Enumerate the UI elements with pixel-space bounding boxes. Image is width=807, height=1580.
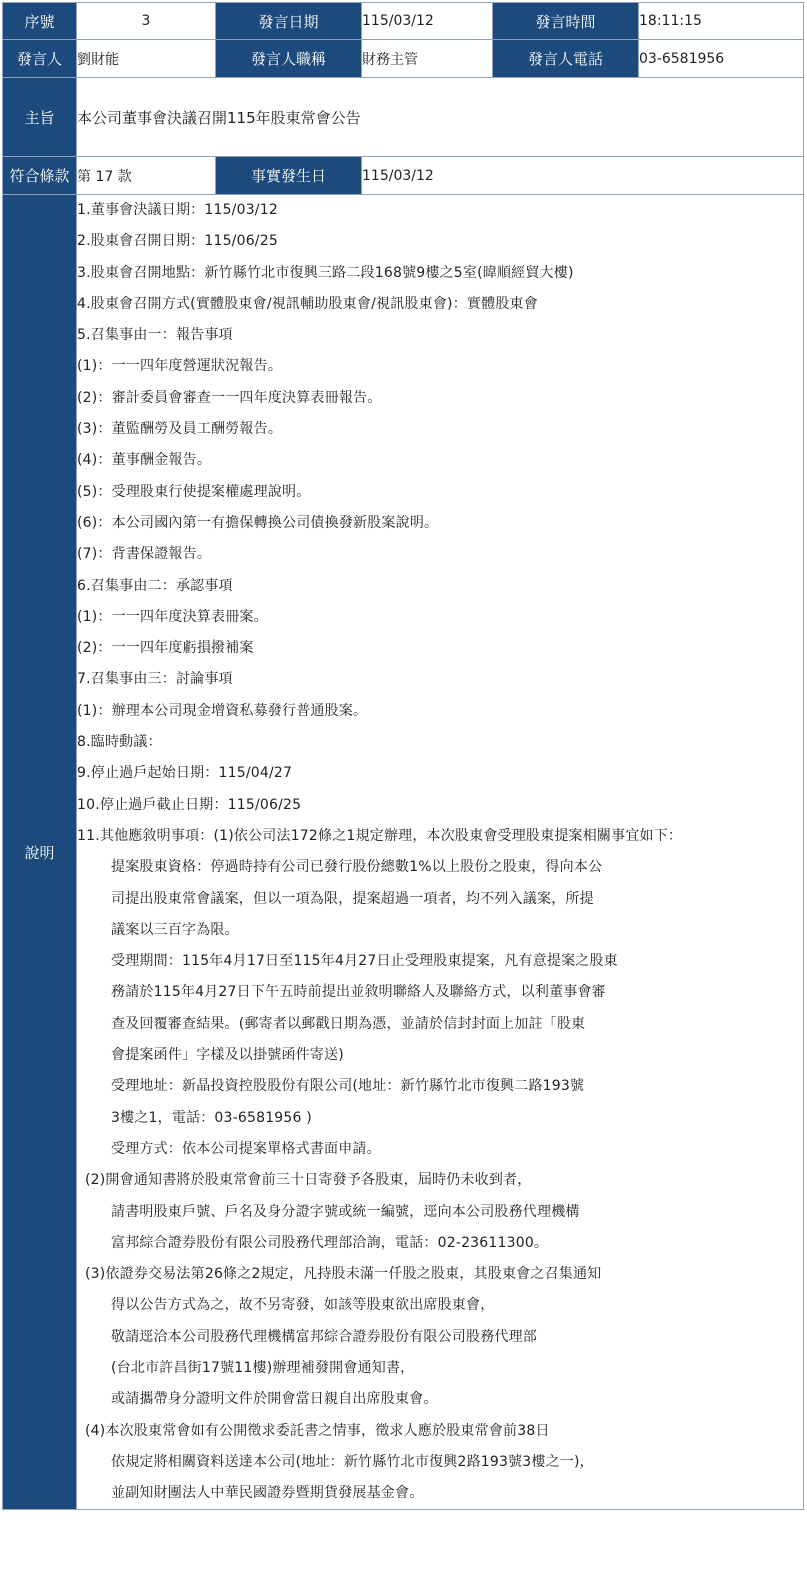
- description-line: (4)本次股東常會如有公開徵求委託書之情事，徵求人應於股東常會前38日: [85, 1422, 550, 1439]
- description-line: (3)：董監酬勞及員工酬勞報告。: [77, 421, 283, 438]
- description-line: 務請於115年4月27日下午五時前提出並敘明聯絡人及聯絡方式，以利董事會審: [111, 984, 606, 1001]
- description-line: 10.停止過戶截止日期：115/06/25: [77, 796, 302, 813]
- description-line: 請書明股東戶號、戶名及身分證字號或統一編號，逕向本公司股務代理機構: [111, 1203, 580, 1220]
- row-clause-event: [3, 157, 804, 195]
- description-line: 提案股東資格：停過時持有公司已發行股份總數1%以上股份之股東，得向本公: [111, 859, 603, 876]
- description-line: (7)：背書保證報告。: [77, 546, 212, 563]
- speaker-title-value: 財務主管: [362, 40, 493, 78]
- description-line: 2.股東會召開日期：115/06/25: [77, 233, 278, 250]
- description-line: 11.其他應敘明事項：(1)依公司法172條之1規定辦理，本次股東會受理股東提案相關事宜如下：: [77, 827, 683, 844]
- time-value: 18:11:15: [639, 3, 804, 40]
- description-line: 7.召集事由三：討論事項: [77, 671, 233, 688]
- description-line: (3)依證券交易法第26條之2規定，凡持股未滿一仟股之股東，其股東會之召集通知: [85, 1266, 602, 1283]
- row-speaker: [3, 40, 804, 78]
- description-line: (2)：一一四年度虧損撥補案: [77, 640, 254, 657]
- speaker-title-label: 發言人職稱: [216, 40, 362, 78]
- event-date-label: 事實發生日: [216, 157, 362, 195]
- description-line: 會提案函件」字樣及以掛號函件寄送): [111, 1047, 344, 1064]
- row-subject: [3, 78, 804, 157]
- date-value: 115/03/12: [362, 3, 493, 40]
- description-line: 或請攜帶身分證明文件於開會當日親自出席股東會。: [111, 1391, 438, 1408]
- speaker-label: 發言人: [3, 40, 77, 78]
- seq-label: 序號: [3, 3, 77, 40]
- clause-value: 第 17 款: [77, 157, 216, 195]
- time-label: 發言時間: [493, 3, 639, 40]
- date-label: 發言日期: [216, 3, 362, 40]
- description-line: 並副知財團法人中華民國證券暨期貨發展基金會。: [111, 1485, 424, 1502]
- announcement-table: [2, 2, 804, 1510]
- event-date-value: 115/03/12: [362, 157, 804, 195]
- description-line: (6)：本公司國內第一有擔保轉換公司債換發新股案說明。: [77, 514, 439, 531]
- description-line: 9.停止過戶起始日期：115/04/27: [77, 765, 293, 782]
- description-line: 受理方式：依本公司提案單格式書面申請。: [111, 1140, 381, 1157]
- description-body: [77, 195, 804, 1510]
- row-seq-date-time: [3, 3, 804, 40]
- description-line: 6.召集事由二：承認事項: [77, 577, 233, 594]
- description-lines: [77, 195, 803, 1509]
- description-line: (1)：辦理本公司現金增資私募發行普通股案。: [77, 702, 368, 719]
- description-line: (4)：董事酬金報告。: [77, 452, 212, 469]
- description-line: 查及回覆審查結果。(郵寄者以郵戳日期為憑，並請於信封封面上加註「股東: [111, 1015, 586, 1032]
- description-line: 8.臨時動議：: [77, 734, 162, 751]
- speaker-phone-label: 發言人電話: [493, 40, 639, 78]
- description-line: 依規定將相關資料送達本公司(地址：新竹縣竹北市復興2路193號3樓之一)，: [111, 1453, 594, 1470]
- seq-value: 3: [77, 3, 216, 40]
- description-line: 受理地址：新晶投資控股股份有限公司(地址：新竹縣竹北市復興二路193號: [111, 1078, 585, 1095]
- clause-label: 符合條款: [3, 157, 77, 195]
- description-line: (1)：一一四年度營運狀況報告。: [77, 358, 283, 375]
- description-line: 4.股東會召開方式(實體股東會/視訊輔助股東會/視訊股東會)：實體股東會: [77, 295, 538, 312]
- description-line: 得以公告方式為之，故不另寄發，如該等股東欲出席股東會，: [111, 1297, 495, 1314]
- description-line: (2)：審計委員會審查一一四年度決算表冊報告。: [77, 389, 382, 406]
- description-label: 說明: [3, 195, 77, 1510]
- speaker-value: 劉財能: [77, 40, 216, 78]
- description-line: 敬請逕洽本公司股務代理機構富邦綜合證券股份有限公司股務代理部: [111, 1328, 537, 1345]
- description-line: (2)開會通知書將於股東常會前三十日寄發予各股東，屆時仍未收到者，: [85, 1172, 532, 1189]
- row-description: [3, 195, 804, 1510]
- description-line: 3.股東會召開地點：新竹縣竹北市復興三路二段168號9樓之5室(暐順經貿大樓): [77, 264, 574, 281]
- speaker-phone-value: 03-6581956: [639, 40, 804, 78]
- description-line: (台北市許昌街17號11樓)辦理補發開會通知書，: [111, 1359, 415, 1376]
- description-line: 議案以三百字為限。: [111, 921, 239, 938]
- description-line: 司提出股東常會議案，但以一項為限，提案超過一項者，均不列入議案，所提: [111, 890, 594, 907]
- description-line: 受理期間：115年4月17日至115年4月27日止受理股東提案，凡有意提案之股東: [111, 953, 618, 970]
- description-line: 5.召集事由一：報告事項: [77, 327, 233, 344]
- description-line: (5)：受理股東行使提案權處理說明。: [77, 483, 311, 500]
- description-line: 3樓之1，電話：03-6581956 ): [111, 1109, 312, 1126]
- subject-label: 主旨: [3, 78, 77, 157]
- description-line: 富邦綜合證券股份有限公司股務代理部洽詢，電話：02-23611300。: [111, 1234, 549, 1251]
- description-line: (1)：一一四年度決算表冊案。: [77, 608, 268, 625]
- subject-value: 本公司董事會決議召開115年股東常會公告: [77, 78, 804, 157]
- description-line: 1.董事會決議日期：115/03/12: [77, 202, 278, 218]
